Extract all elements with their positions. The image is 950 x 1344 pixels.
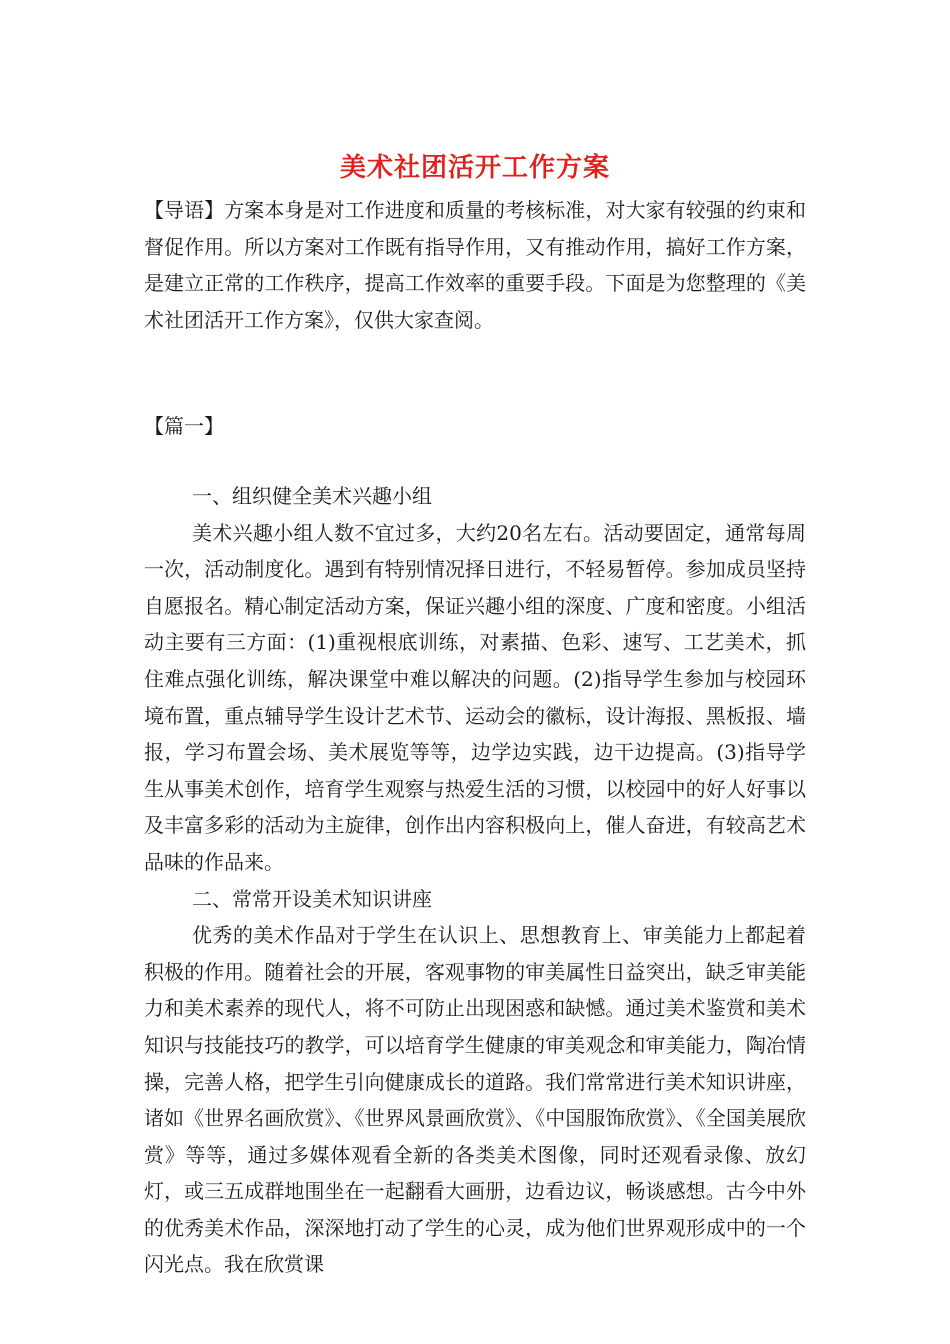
document-title: 美术社团活开工作方案 <box>339 153 610 183</box>
section-paragraph-1: 美术兴趣小组人数不宜过多，大约20名左右。活动要固定，通常每周一次，活动制度化。遇到有特别情况择日进行，不轻易暂停。参加成员坚持自愿报名。精心制定活动方案，保证兴趣小组的深度、广度和密度。小组活动主要有三方面：(1)重视根底训练，对素描、色彩、速写、工艺美术，抓住难点强化训练，解决课堂中难以解决的问题。(2)指导学生参加与校园环境布置，重点辅导学生设计艺术节、运动会的徽标，设计海报、黑板报、墙报，学习布置会场、美术展览等等，边学边实践，边干边提高。(3)指导学生从事美术创作，培育学生观察与热爱生活的习惯，以校园中的好人好事以及丰富多彩的活动为主旋律，创作出内容积极向上，催人奋进，有较高艺术品味的作品来。 <box>144 520 806 874</box>
intro-paragraph: 【导语】方案本身是对工作进度和质量的考核标准，对大家有较强的约束和督促作用。所以方案对工作既有指导作用，又有推动作用，搞好工作方案，是建立正常的工作秩序，提高工作效率的重要手段。下面是为您整理的《美术社团活开工作方案》，仅供大家查阅。 <box>144 198 806 332</box>
document-body <box>144 478 806 1283</box>
section-paragraph-2: 优秀的美术作品对于学生在认识上、思想教育上、审美能力上都起着积极的作用。随着社会的开展，客观事物的审美属性日益突出，缺乏审美能力和美术素养的现代人，将不可防止出现困惑和缺憾。通过美术鉴赏和美术知识与技能技巧的教学，可以培育学生健康的审美观念和审美能力，陶冶情操，完善人格，把学生引向健康成长的道路。我们常常进行美术知识讲座，诸如《世界名画欣赏》、《世界风景画欣赏》、《中国服饰欣赏》、《全国美展欣赏》等等，通过多媒体观看全新的各类美术图像，同时还观看录像、放幻灯，或三五成群地围坐在一起翻看大画册，边看边议，畅谈感想。古今中外的优秀美术作品，深深地打动了学生的心灵，成为他们世界观形成中的一个闪光点。我在欣赏课 <box>144 923 806 1277</box>
section-heading-2: 二、常常开设美术知识讲座 <box>192 886 432 911</box>
section-heading-1: 一、组织健全美术兴趣小组 <box>192 484 432 508</box>
section-label: 【篇一】 <box>144 414 224 438</box>
